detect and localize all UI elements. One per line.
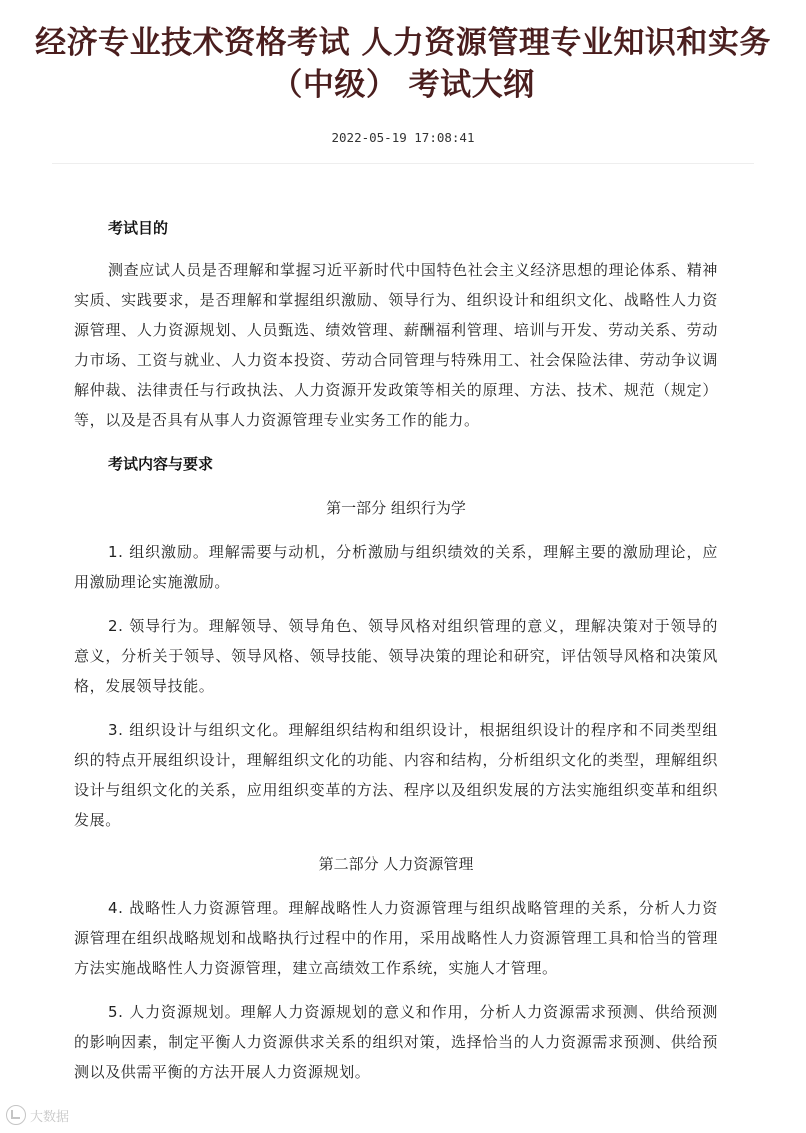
paragraph-item-5: 5. 人力资源规划。理解人力资源规划的意义和作用，分析人力资源需求预测、供给预测的影响因素，制定平衡人力资源供求关系的组织对策，选择恰当的人力资源需求预测、供给预测以及供需平衡的方法开展人力资源规划。: [74, 1003, 718, 1081]
header-divider: [52, 163, 754, 164]
paragraph-item-2: 2. 领导行为。理解领导、领导角色、领导风格对组织管理的意义，理解决策对于领导的意义，分析关于领导、领导风格、领导技能、领导决策的理论和研究，评估领导风格和决策风格，发展领导技能。: [74, 617, 718, 695]
watermark-logo-icon: [6, 1105, 26, 1125]
section-heading-purpose: 考试目的: [108, 219, 169, 237]
paragraph-item-4: 4. 战略性人力资源管理。理解战略性人力资源管理与组织战略管理的关系，分析人力资源管理在组织战略规划和战略执行过程中的作用，采用战略性人力资源管理工具和恰当的管理方法实施战略性人力资源管理，建立高绩效工作系统，实施人才管理。: [74, 899, 718, 977]
watermark: [6, 1105, 69, 1125]
part-title-1: 第一部分 组织行为学: [326, 499, 466, 517]
section-heading-content: 考试内容与要求: [108, 455, 214, 473]
paragraph-item-1: 1. 组织激励。理解需要与动机，分析激励与组织绩效的关系，理解主要的激励理论，应用激励理论实施激励。: [74, 543, 718, 591]
article-title: 经济专业技术资格考试 人力资源管理专业知识和实务（中级） 考试大纲: [35, 25, 771, 103]
paragraph-purpose: 测查应试人员是否理解和掌握习近平新时代中国特色社会主义经济思想的理论体系、精神实质、实践要求，是否理解和掌握组织激励、领导行为、组织设计和组织文化、战略性人力资源管理、人力资源规划、人员甄选、绩效管理、薪酬福利管理、培训与开发、劳动关系、劳动力市场、工资与就业、人力资本投资、劳动合同管理与特殊用工、社会保险法律、劳动争议调解仲裁、法律责任与行政执法、人力资源开发政策等相关的原理、方法、技术、规范（规定）等，以及是否具有从事人力资源管理专业实务工作的能力。: [74, 261, 718, 429]
part-title-2: 第二部分 人力资源管理: [318, 855, 474, 873]
paragraph-item-3: 3. 组织设计与组织文化。理解组织结构和组织设计，根据组织设计的程序和不同类型组织的特点开展组织设计，理解组织文化的功能、内容和结构，分析组织文化的类型，理解组织设计与组织文化的关系，应用组织变革的方法、程序以及组织发展的方法实施组织变革和组织发展。: [74, 721, 718, 829]
article-body: [74, 213, 718, 1087]
watermark-text: 大数据: [30, 1109, 70, 1125]
publish-date: 2022-05-19 17:08:41: [331, 130, 475, 145]
